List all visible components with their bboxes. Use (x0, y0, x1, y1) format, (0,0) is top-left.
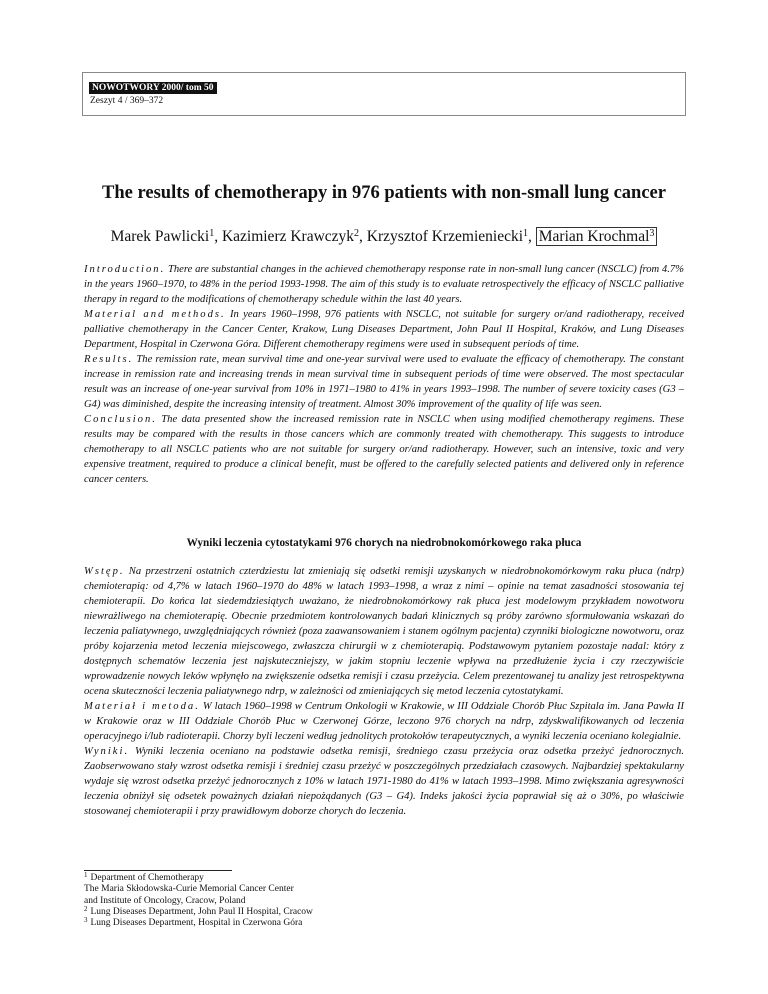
footnote-line (84, 896, 484, 907)
author (111, 228, 215, 245)
section-label: Results. (84, 354, 134, 365)
author-affiliation: 1 (523, 228, 529, 239)
abstract-methods (84, 699, 684, 744)
abstract-conclusion (84, 412, 684, 487)
abstract-english (84, 262, 684, 487)
abstract-results (84, 744, 684, 819)
author-name: Marian Krochmal (538, 228, 650, 245)
section-label: Materiał i metoda. (84, 701, 200, 712)
footnote-number: 2 (84, 904, 88, 913)
author-name: Krzysztof Krzemieniecki (366, 228, 524, 245)
footnote-text: and Institute of Oncology, Cracow, Poland (84, 895, 246, 906)
abstract-introduction (84, 564, 684, 699)
section-text: The remission rate, mean survival time and one-year survival were used to evaluate the efficacy of chemotherapy. The constant increase in remission rate and increasing trends in mean survival time in subsequent periods of time were observed. The most spectacular result was an increase of one-year survival from 10% in 1971–1980 to 41% in years 1993–1998. The number of severe toxicity cases (G3 – G4) was diminished, despite the increasing intensity of treatment. Almost 30% improvement of the quality of life was seen. (84, 354, 684, 410)
section-text: The data presented show the increased remission rate in NSCLC when using modified chemotherapy regimens. These results may be compared with the results in those cancers which are commonly treated with chemotherapy. This suggests to introduce chemotherapy to all NSCLC patients who are not suitable for surgery or/and radiotherapy. However, such an intensive, toxic and very expensive treatment, required to produce a clinical benefit, must be offered to the carefully selected patients and delivered only in reference cancer centers. (84, 414, 684, 485)
abstract-introduction (84, 262, 684, 307)
author (367, 228, 528, 245)
author-affiliation: 3 (649, 228, 655, 239)
author-affiliation: 1 (209, 228, 215, 239)
issue-info: Zeszyt 4 / 369–372 (90, 96, 164, 106)
footnotes (84, 873, 484, 929)
polish-title: Wyniki leczenia cytostatykami 976 chorych na niedrobnokomórkowego raka płuca (186, 537, 582, 549)
author-separator: , (359, 228, 367, 245)
section-text: There are substantial changes in the achieved chemotherapy response rate in non-small lung cancer (NSCLC) from 4.7% in the years 1960–1970, to 48% in the period 1993-1998. The aim of this study is to evaluate retrospectively the efficacy of NSCLC palliative therapy in regard to the modifications of chemotherapy schedule within the last 40 years. (84, 264, 684, 305)
abstract-methods (84, 307, 684, 352)
section-text: Na przestrzeni ostatnich czterdziestu lat zmieniają się odsetki remisji uzyskanych w niedrobnokomórkowym raku płuca (ndrp) chemioterapią: od 4,7% w latach 1960–1970 do 48% w latach 1993–1998, a wraz z nimi – opinie na temat zasadności stosowania tej chemioterapii. Do końca lat siedemdziesiątych uważano, że niedrobnokomórkowy rak płuca jest modelowym przykładem nowotworu niewrażliwego na chemioterapię. Obecnie przedmiotem kontrolowanych badań klinicznych są próby zarówno sformułowania wskazań do leczenia paliatywnego, uwzględniających również (poza zaawansowaniem i stanem ogólnym pacjenta) czynniki biologiczne nowotworu, oraz próby kojarzenia metod leczenia miejscowego, zwłaszcza chirurgii w z chemioterapią. Podstawowym pytaniem pozostaje nadal: który z dostępnych schematów leczenia jest najskuteczniejszy, w jakim stopniu leczenie wpływa na przedłużenie życia i czy rzeczywiście wprowadzenie nowych leków wpłynęło na zwiększenie odsetka remisji i czasu przeżycia. Celem prezentowanej tu analizy jest retrospektywna ocena skuteczności leczenia paliatywnego ndrp, w zależności od zmieniających się metod leczenia cytostatykami. (84, 566, 684, 697)
section-label: Wstęp. (84, 566, 125, 577)
footnote-number: 3 (84, 916, 88, 925)
footnote-line (84, 904, 484, 918)
journal-name: NOWOTWORY 2000/ tom 50 (89, 82, 217, 94)
footnote-line (84, 873, 484, 884)
abstract-polish (84, 564, 684, 819)
footnote-text: Lung Diseases Department, John Paul II Hospital, Cracow (90, 906, 313, 917)
author-separator: , (214, 228, 222, 245)
author-separator: , (528, 228, 536, 245)
footnote-line (84, 918, 484, 929)
abstract-results (84, 352, 684, 412)
author (222, 228, 359, 245)
section-text: In years 1960–1998, 976 patients with NSCLC, not suitable for surgery or/and radiotherapy, received palliative chemotherapy in the Cancer Center, Krakow, Lung Diseases Department, John Paul II Hospital, Kraków, and Lung Diseases Department, Hospital in Czerwona Góra. Different chemotherapy regimens were used in subsequent periods of time. (84, 309, 685, 350)
section-text: W latach 1960–1998 w Centrum Onkologii w Krakowie, w III Oddziale Chorób Płuc Szpitala im. Jana Pawła II w Krakowie oraz w III Oddziale Chorób Płuc w Czerwonej Górze, leczono 976 chorych na ndrp, zdyskwalifikowanych od leczenia operacyjnego i/lub radioterapii. Chorzy byli leczeni według jednolitych protokołów terapeutycznych, a wyniki leczenia oceniano kolegialnie. (84, 701, 684, 742)
author-highlighted (536, 227, 658, 246)
author-name: Marek Pawlicki (110, 228, 210, 245)
author-affiliation: 2 (354, 228, 360, 239)
section-label: Introduction. (84, 264, 166, 275)
footnote-text: Department of Chemotherapy (90, 873, 204, 883)
section-label: Material and methods. (84, 309, 226, 320)
article-title: The results of chemotherapy in 976 patients with non-small lung cancer (102, 183, 666, 203)
footnote-text: Lung Diseases Department, Hospital in Czerwona Góra (90, 918, 303, 929)
journal-masthead (82, 72, 686, 116)
footnote-divider (84, 870, 232, 871)
section-label: Wyniki. (84, 746, 130, 757)
footnote-line (84, 884, 484, 895)
author-list (0, 227, 768, 247)
section-label: Conclusion. (84, 414, 157, 425)
footnote-text: The Maria Skłodowska-Curie Memorial Cancer Center (84, 884, 294, 895)
author-name: Kazimierz Krawczyk (221, 228, 355, 245)
section-text: Wyniki leczenia oceniano na podstawie odsetka remisji, średniego czasu przeżycia oraz odsetka przeżyć jednorocznych. Zaobserwowano stały wzrost odsetka remisji i średniej czasu przeżyć w poszczególnych przedziałach czasowych. Najbardziej spektakularny wydaje się wzrost odsetka przeżyć jednorocznych z 10% w latach 1971-1980 do 41% w latach 1993–1998. Mimo zwiększania agresywności leczenia obniżył się odsetek poważnych działań niepożądanych (G3 – G4). Indeks jakości życia poprawiał się aż o 30%, po właściwie stosowanej chemioterapii i przy prawidłowym doborze chorych do leczenia. (84, 746, 684, 817)
footnote-number: 1 (84, 871, 88, 879)
